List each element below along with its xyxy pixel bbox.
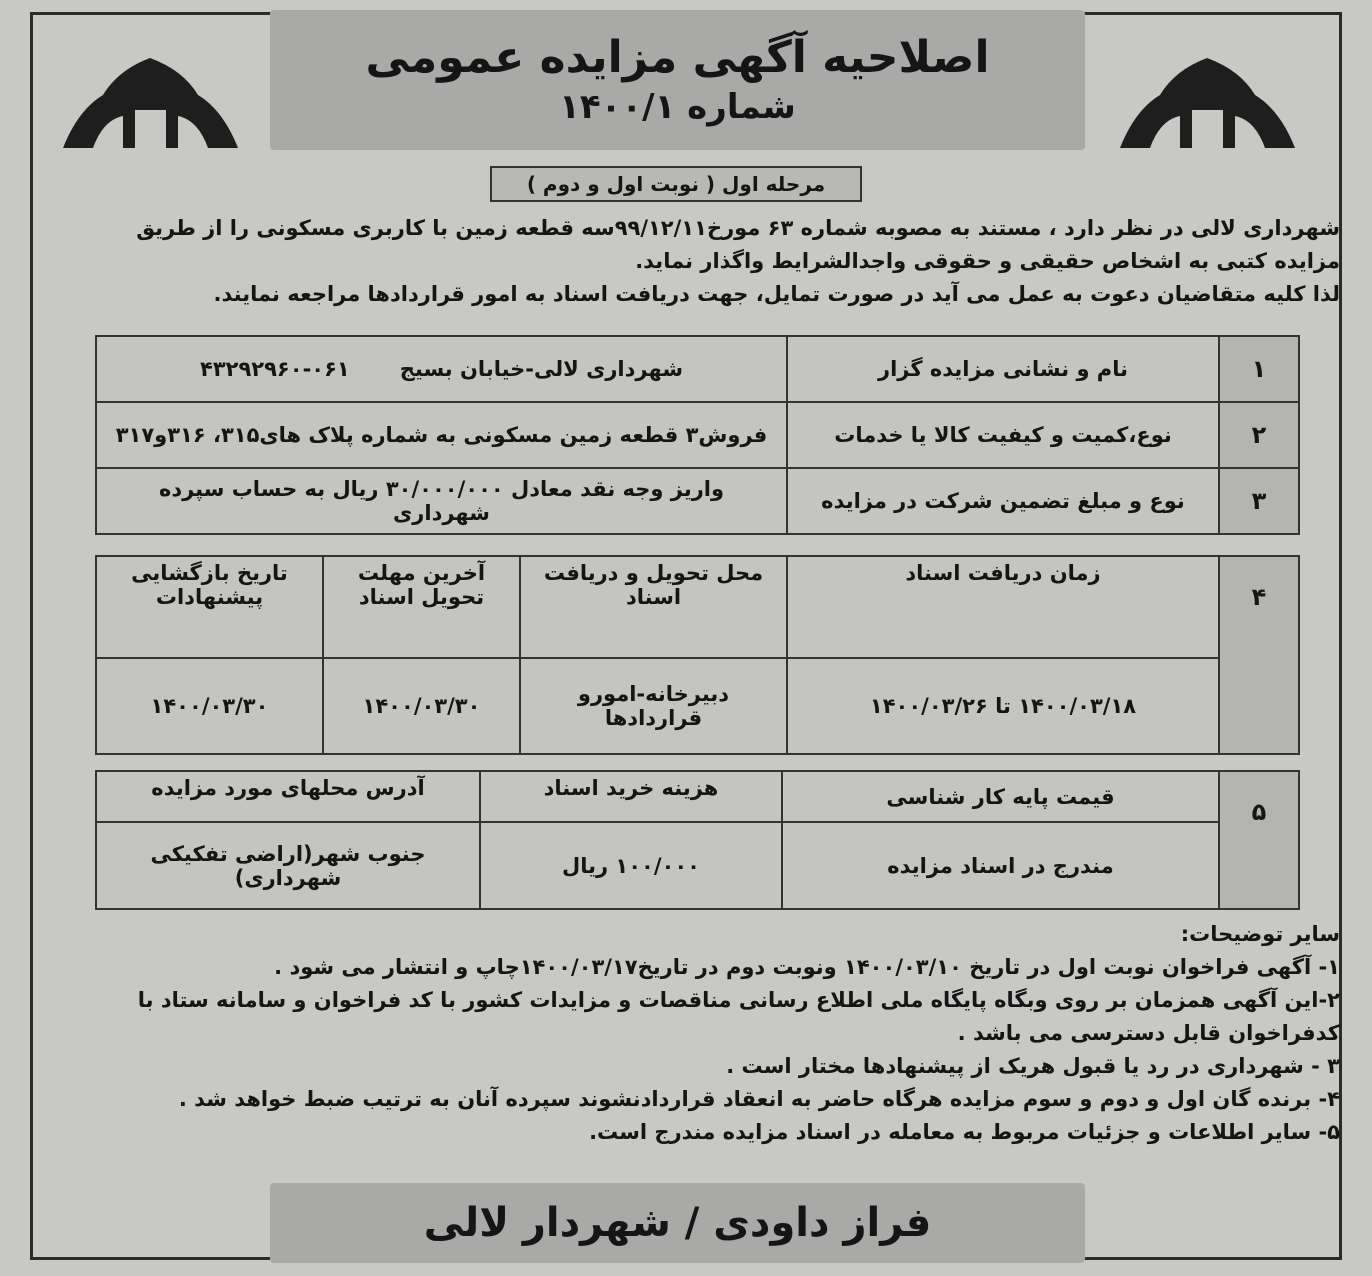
- header-cell: محل تحویل و دریافت اسناد: [520, 556, 787, 658]
- emblem-left-icon: [58, 50, 243, 150]
- note-item: ۳ - شهرداری در رد یا قبول هریک از پیشنهادها مختار است .: [726, 1054, 1340, 1078]
- ad-number: شماره ۱۴۰۰/۱: [559, 87, 796, 127]
- table-row: [96, 771, 1299, 822]
- header-cell: آخرین مهلت تحویل اسناد: [323, 556, 520, 658]
- row-label: نوع و مبلغ تضمین شرکت در مزایده: [787, 468, 1219, 534]
- stage-label: مرحله اول ( نوبت اول و دوم ): [490, 166, 862, 202]
- notes-section: [65, 918, 1340, 1149]
- header-cell: هزینه خرید اسناد: [480, 771, 782, 822]
- value-cell: جنوب شهر(اراضی تفکیکی شهرداری): [96, 822, 480, 909]
- value-cell: ۱۴۰۰/۰۳/۱۸ تا ۱۴۰۰/۰۳/۲۶: [787, 658, 1219, 754]
- intro-paragraph: لذا کلیه متقاضیان دعوت به عمل می آید در صورت تمایل، جهت دریافت اسناد به امور قراردادها مراجعه نمایند.: [213, 282, 1340, 306]
- header-cell: تاریخ بازگشایی پیشنهادات: [96, 556, 323, 658]
- row-number: ۳: [1219, 468, 1299, 534]
- note-item: ۲-این آگهی همزمان بر روی وبگاه پایگاه ملی اطلاع رسانی مناقصات و مزایدات کشور با کد فراخوان و سامانه ستاد با کدفراخوان قابل دسترسی می باشد .: [137, 988, 1340, 1045]
- intro-text: [65, 212, 1340, 311]
- note-item: ۱- آگهی فراخوان نوبت اول در تاریخ ۱۴۰۰/۰۳/۱۰ ونوبت دوم در تاریخ۱۴۰۰/۰۳/۱۷چاپ و انتشار می شود .: [274, 955, 1340, 979]
- table-row: [96, 822, 1299, 909]
- note-item: ۵- سایر اطلاعات و جزئیات مربوط به معامله در اسناد مزایده مندرج است.: [589, 1120, 1340, 1144]
- value-cell: ۱۴۰۰/۰۳/۳۰: [96, 658, 323, 754]
- intro-paragraph: شهرداری لالی در نظر دارد ، مستند به مصوبه شماره ۶۳ مورخ۹۹/۱۲/۱۱سه قطعه زمین با کاربری مسکونی را از طریق مزایده کتبی به اشخاص حقیقی و حقوقی واجدالشرایط واگذار نماید.: [136, 216, 1340, 273]
- row-number: ۴: [1219, 556, 1299, 754]
- header-cell: زمان دریافت اسناد: [787, 556, 1219, 658]
- phone: ۰۶۱-۴۳۲۹۲۹۶۰: [200, 357, 350, 381]
- header-cell: آدرس محلهای مورد مزایده: [96, 771, 480, 822]
- table-row: [96, 402, 1299, 468]
- value-cell: ۱۰۰/۰۰۰ ریال: [480, 822, 782, 909]
- table-row: [96, 336, 1299, 402]
- row-label: نوع،کمیت و کیفیت کالا یا خدمات: [787, 402, 1219, 468]
- row-value: واریز وجه نقد معادل ۳۰/۰۰۰/۰۰۰ ریال به حساب سپرده شهرداری: [96, 468, 787, 534]
- emblem-right-icon: [1115, 50, 1300, 150]
- schedule-table: [95, 555, 1300, 755]
- value-cell: دبیرخانه-امورو قراردادها: [520, 658, 787, 754]
- row-value: [96, 336, 787, 402]
- address: شهرداری لالی-خیابان بسیج: [399, 357, 683, 381]
- table-row: [96, 556, 1299, 658]
- signature-footer: فراز داودی / شهردار لالی: [270, 1183, 1085, 1263]
- value-cell: ۱۴۰۰/۰۳/۳۰: [323, 658, 520, 754]
- note-item: ۴- برنده گان اول و دوم و سوم مزایده هرگاه حاضر به انعقاد قراردادنشوند سپرده آنان به ترتیب ضبط خواهد شد .: [178, 1087, 1340, 1111]
- table-row: [96, 658, 1299, 754]
- info-table: [95, 335, 1300, 535]
- value-cell: مندرج در اسناد مزایده: [782, 822, 1219, 909]
- header-cell: قیمت پایه کار شناسی: [782, 771, 1219, 822]
- row-label: نام و نشانی مزایده گزار: [787, 336, 1219, 402]
- row-number: ۵: [1219, 771, 1299, 909]
- ad-title: اصلاحیه آگهی مزایده عمومی: [365, 32, 990, 83]
- table-row: [96, 468, 1299, 534]
- price-table: [95, 770, 1300, 910]
- row-number: ۲: [1219, 402, 1299, 468]
- row-value: فروش۳ قطعه زمین مسکونی به شماره پلاک های۳۱۵، ۳۱۶و۳۱۷: [96, 402, 787, 468]
- notes-heading: سایر توضیحات:: [1180, 922, 1340, 946]
- title-box: [270, 10, 1085, 150]
- row-number: ۱: [1219, 336, 1299, 402]
